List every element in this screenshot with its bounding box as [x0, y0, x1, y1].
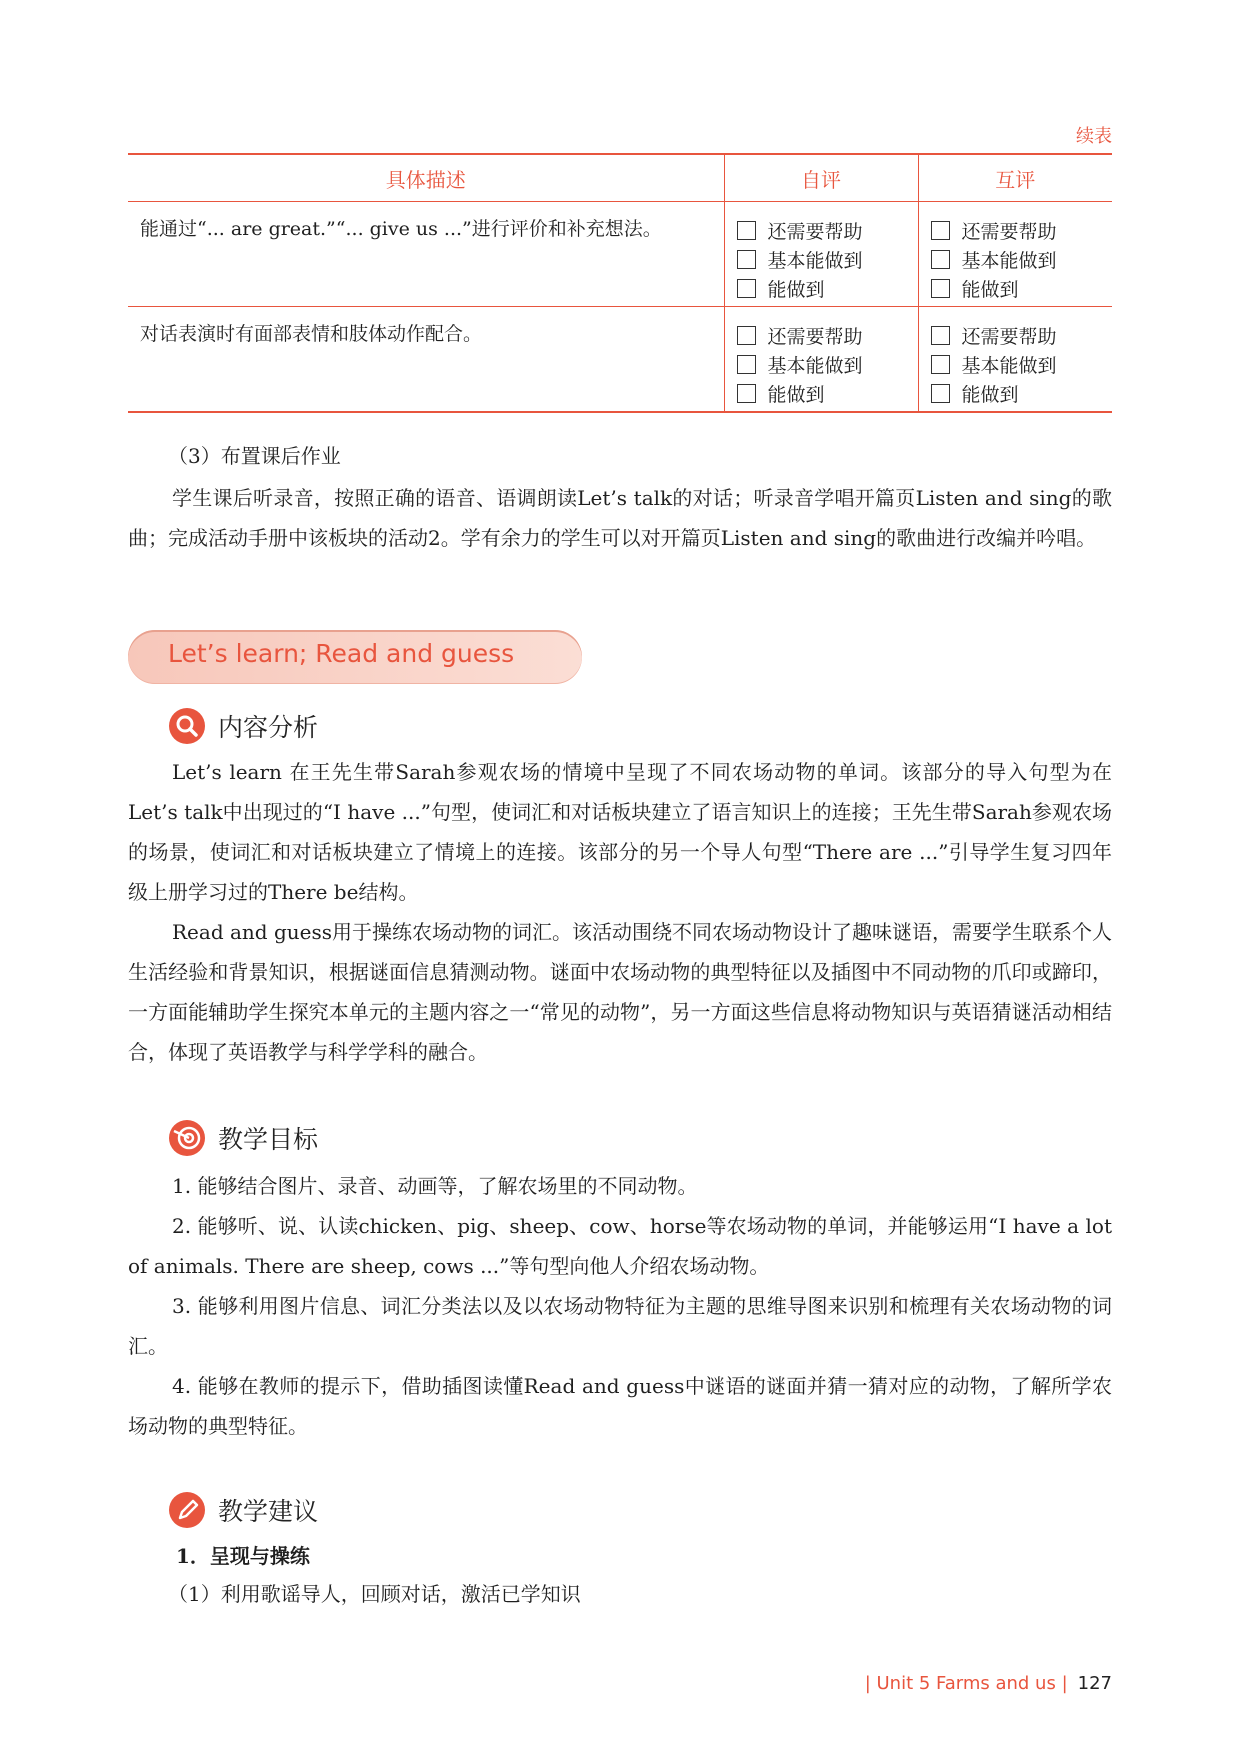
checkbox[interactable] — [931, 326, 950, 345]
option-label: 基本能做到 — [767, 250, 863, 272]
option-label: 还需要帮助 — [961, 326, 1057, 348]
self-eval-options — [725, 202, 918, 303]
homework-body: 学生课后听录音，按照正确的语音、语调朗读Let’s talk的对话；听录音学唱开篇页Listen and sing的歌曲；完成活动手册中该板块的活动2。学有余力的学生可以对开篇页Listen and sing的歌曲进行改编并吟唱。 — [128, 486, 1112, 550]
checkbox[interactable] — [931, 221, 950, 240]
objectives-heading — [168, 1119, 318, 1157]
continued-label: 续表 — [1076, 126, 1112, 147]
content-paragraph: Read and guess用于操练农场动物的词汇。该活动围绕不同农场动物设计了趣味谜语，需要学生联系个人生活经验和背景知识，根据谜面信息猜测动物。谜面中农场动物的典型特征以及插图中不同动物的爪印或蹄印，一方面能辅助学生探究本单元的主题内容之一“常见的动物”，另一方面这些信息将动物知识与英语猜谜活动相结合，体现了英语教学与科学学科的融合。 — [128, 920, 1112, 1064]
header-peer-eval: 互评 — [918, 154, 1112, 202]
pencil-icon — [168, 1491, 206, 1529]
option-label: 还需要帮助 — [961, 221, 1057, 243]
option-label: 基本能做到 — [961, 250, 1057, 272]
content-paragraph: Let’s learn 在王先生带Sarah参观农场的情境中呈现了不同农场动物的单词。该部分的导入句型为在Let’s talk中出现过的“I have ...”句型，使词汇和对话板块建立了语言知识上的连接；王先生带Sarah参观农场的场景，使词汇和对话板块建立了情境上的连接。该部分的另一个导人句型“There are ...”引导学生复习四年级上册学习过的There be结构。 — [128, 760, 1112, 904]
option-label: 能做到 — [961, 384, 1019, 406]
option-label: 能做到 — [767, 279, 825, 301]
header-self-eval: 自评 — [724, 154, 918, 202]
row-description: 能通过“... are great.”“... give us ...”进行评价和补充想法。 — [140, 218, 662, 240]
suggestions-heading — [168, 1491, 318, 1529]
objective-item: 2. 能够听、说、认读chicken、pig、sheep、cow、horse等农场动物的单词，并能够运用“I have a lot of animals. There are sheep, cows ...”等句型向他人介绍农场动物。 — [128, 1214, 1112, 1278]
self-eval-options — [725, 307, 918, 408]
checkbox[interactable] — [737, 221, 756, 240]
row-description: 对话表演时有面部表情和肢体动作配合。 — [140, 323, 483, 345]
magnifier-icon — [168, 707, 206, 745]
option-label: 还需要帮助 — [767, 326, 863, 348]
checkbox[interactable] — [737, 250, 756, 269]
checkbox[interactable] — [737, 355, 756, 374]
table-row — [128, 307, 1112, 413]
section-title: 教学目标 — [218, 1125, 319, 1154]
checkbox[interactable] — [737, 326, 756, 345]
subsection-title: 1．呈现与操练 — [176, 1544, 310, 1568]
objective-item: 1. 能够结合图片、录音、动画等，了解农场里的不同动物。 — [172, 1174, 698, 1198]
table-header-row — [128, 154, 1112, 202]
checkbox[interactable] — [931, 279, 950, 298]
checkbox[interactable] — [931, 384, 950, 403]
option-label: 能做到 — [767, 384, 825, 406]
header-description: 具体描述 — [128, 154, 724, 202]
page-number: 127 — [1077, 1673, 1112, 1694]
peer-eval-options — [919, 307, 1113, 408]
option-label: 还需要帮助 — [767, 221, 863, 243]
option-label: 基本能做到 — [767, 355, 863, 377]
subsection-item: （1）利用歌谣导人，回顾对话，激活已学知识 — [168, 1582, 581, 1606]
checkbox[interactable] — [931, 250, 950, 269]
banner-label: Let’s learn; Read and guess — [168, 639, 515, 668]
section-title: 内容分析 — [218, 713, 319, 742]
checkbox[interactable] — [737, 279, 756, 298]
page-footer — [820, 1673, 1112, 1694]
checkbox[interactable] — [737, 384, 756, 403]
homework-title: （3）布置课后作业 — [168, 444, 341, 468]
unit-label: | Unit 5 Farms and us | — [864, 1673, 1068, 1694]
section-title: 教学建议 — [218, 1497, 319, 1526]
evaluation-table — [128, 153, 1112, 413]
table-row — [128, 202, 1112, 307]
peer-eval-options — [919, 202, 1113, 303]
section-banner — [128, 630, 582, 684]
target-icon — [168, 1119, 206, 1157]
option-label: 能做到 — [961, 279, 1019, 301]
option-label: 基本能做到 — [961, 355, 1057, 377]
objective-item: 3. 能够利用图片信息、词汇分类法以及以农场动物特征为主题的思维导图来识别和梳理有关农场动物的词汇。 — [128, 1294, 1112, 1358]
content-analysis-heading — [168, 707, 318, 745]
checkbox[interactable] — [931, 355, 950, 374]
objective-item: 4. 能够在教师的提示下，借助插图读懂Read and guess中谜语的谜面并猜一猜对应的动物，了解所学农场动物的典型特征。 — [128, 1374, 1112, 1438]
